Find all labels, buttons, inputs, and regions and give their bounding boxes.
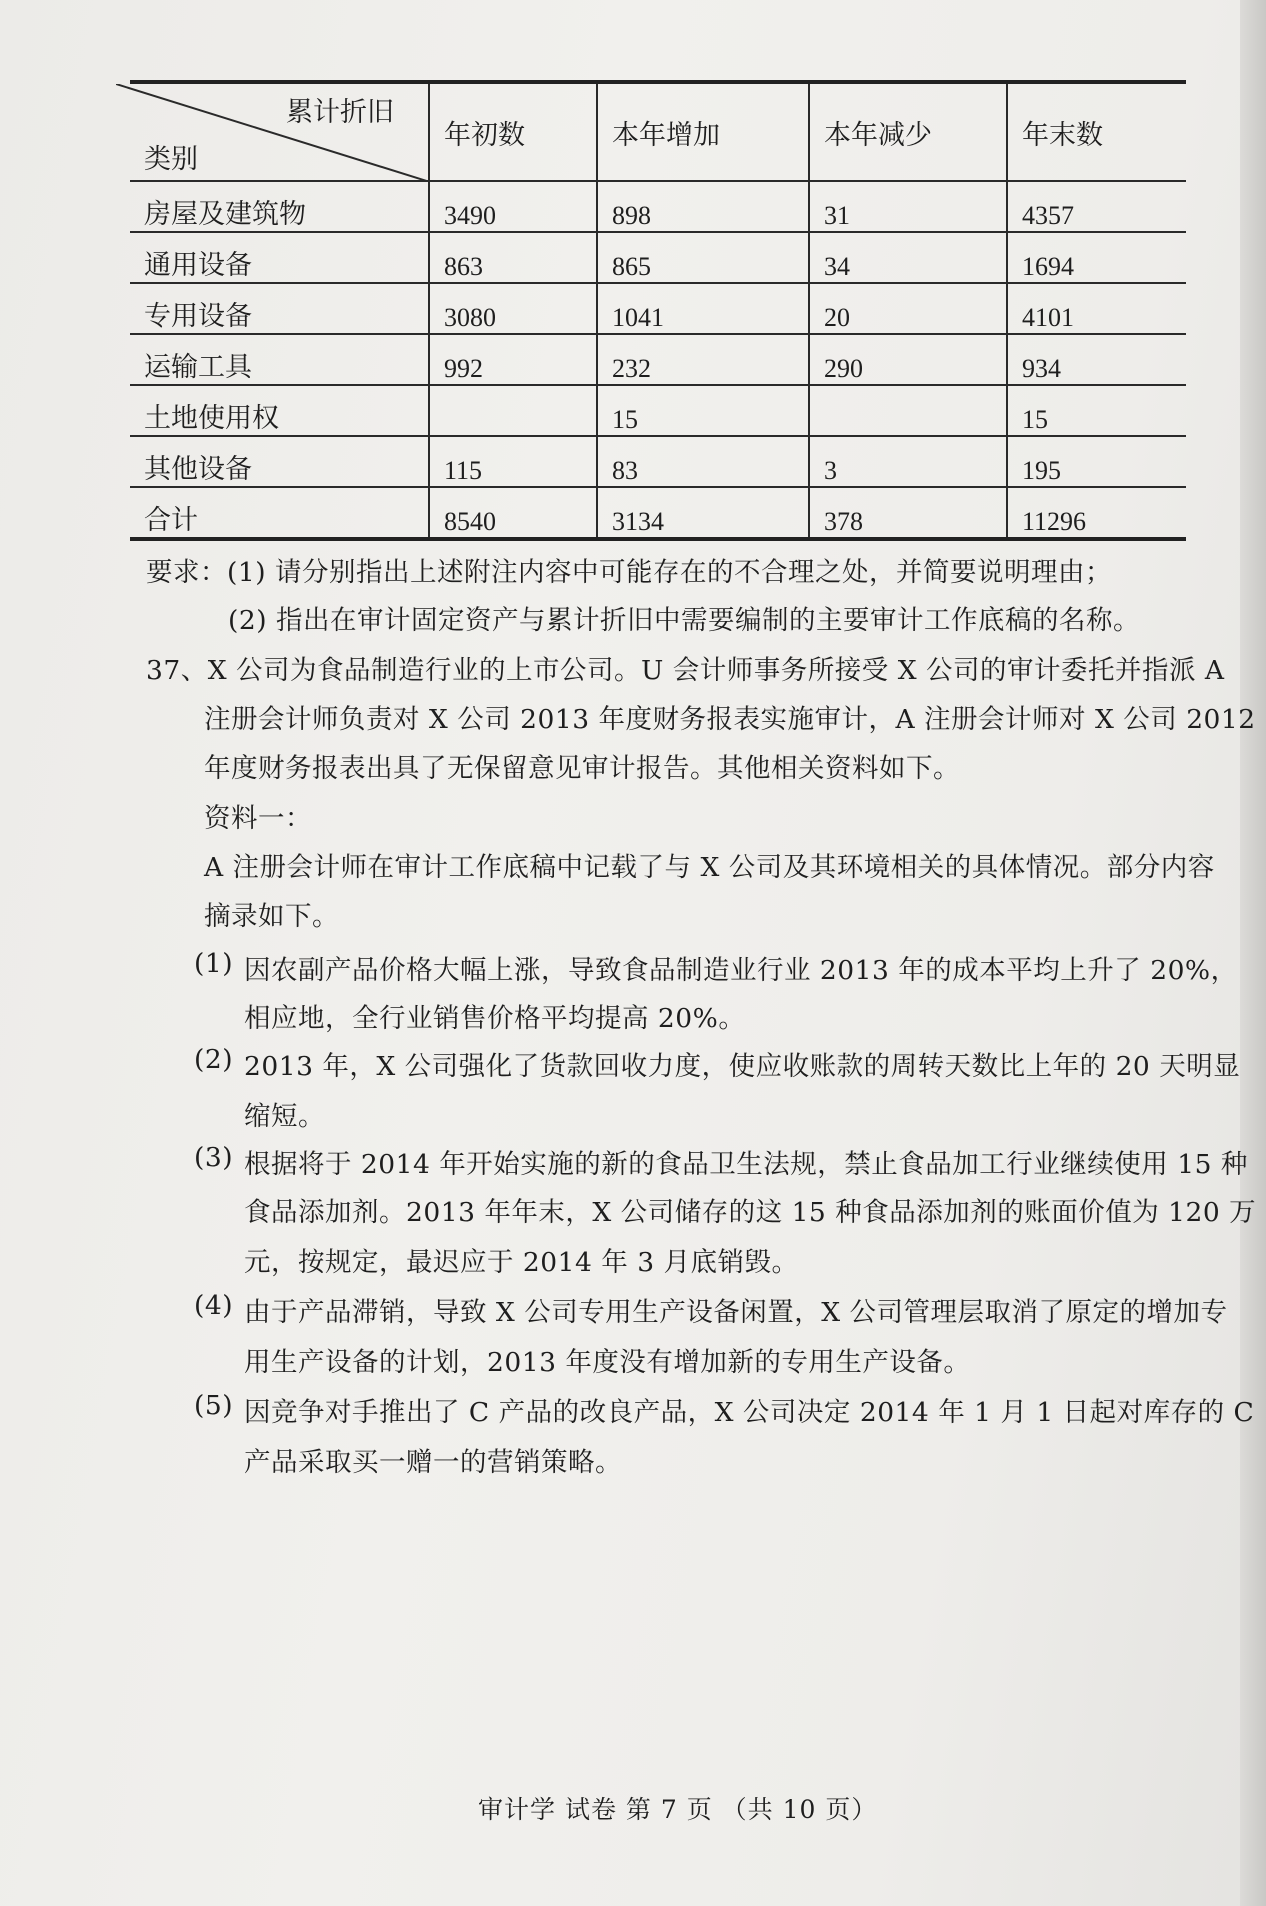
item-number: (5): [194, 1390, 234, 1421]
cell-value: 3134: [597, 487, 809, 539]
cell-value: 992: [429, 334, 597, 385]
item-number: (3): [194, 1142, 234, 1173]
item-4-line1: 由于产品滞销，导致 X 公司专用生产设备闲置，X 公司管理层取消了原定的增加专: [244, 1297, 1228, 1328]
cell-value: 934: [1007, 334, 1186, 385]
table-header-row: [130, 82, 1186, 181]
table-row: [130, 385, 1186, 436]
row-category: 土地使用权: [130, 385, 429, 436]
cell-value: 3: [809, 436, 1007, 487]
corner-top-label: 累计折旧: [286, 97, 394, 128]
question-37-line3: 年度财务报表出具了无保留意见审计报告。其他相关资料如下。: [204, 753, 960, 784]
cell-value: 83: [597, 436, 809, 487]
item-5-line2: 产品采取买一赠一的营销策略。: [244, 1447, 622, 1478]
item-4-line2: 用生产设备的计划，2013 年度没有增加新的专用生产设备。: [244, 1347, 971, 1378]
page-footer: 审计学 试卷 第 7 页 （共 10 页）: [478, 1795, 878, 1824]
cell-value: 15: [1007, 385, 1186, 436]
cell-value: 898: [597, 181, 809, 232]
cell-value: 1694: [1007, 232, 1186, 283]
row-category: 通用设备: [130, 232, 429, 283]
table-row: [130, 436, 1186, 487]
item-number: (4): [194, 1290, 234, 1321]
cell-value: 8540: [429, 487, 597, 539]
cell-value: 115: [429, 436, 597, 487]
column-header: 本年减少: [809, 82, 1007, 181]
row-category: 房屋及建筑物: [130, 181, 429, 232]
item-3-line1: 根据将于 2014 年开始实施的新的食品卫生法规，禁止食品加工行业继续使用 15 种: [244, 1149, 1248, 1180]
cell-value: 15: [597, 385, 809, 436]
cell-value: 20: [809, 283, 1007, 334]
corner-header-cell: [130, 82, 429, 181]
page-edge-shadow: [1240, 0, 1266, 1906]
row-category: 其他设备: [130, 436, 429, 487]
item-1-line2: 相应地，全行业销售价格平均提高 20%。: [244, 1003, 746, 1034]
item-3-line3: 元，按规定，最迟应于 2014 年 3 月底销毁。: [244, 1247, 799, 1278]
cell-value: 232: [597, 334, 809, 385]
item-2-line1: 2013 年，X 公司强化了货款回收力度，使应收账款的周转天数比上年的 20 天明显: [244, 1051, 1241, 1082]
column-header: 本年增加: [597, 82, 809, 181]
table-row-total: [130, 487, 1186, 539]
column-header: 年末数: [1007, 82, 1186, 181]
item-2-line2: 缩短。: [244, 1101, 325, 1132]
item-number: (1): [194, 948, 234, 979]
table-row: [130, 283, 1186, 334]
requirement-2: (2) 指出在审计固定资产与累计折旧中需要编制的主要审计工作底稿的名称。: [228, 605, 1140, 636]
cell-value: 863: [429, 232, 597, 283]
material-intro-line2: 摘录如下。: [204, 901, 339, 932]
question-37-line1: 37、X 公司为食品制造行业的上市公司。U 会计师事务所接受 X 公司的审计委托并指派 A: [146, 655, 1225, 686]
cell-value: 11296: [1007, 487, 1186, 539]
column-header: 年初数: [429, 82, 597, 181]
table-row: [130, 334, 1186, 385]
cell-value: 31: [809, 181, 1007, 232]
material-title: 资料一：: [204, 803, 312, 834]
row-category: 合计: [130, 487, 429, 539]
corner-bottom-label: 类别: [144, 144, 198, 175]
row-category: 运输工具: [130, 334, 429, 385]
cell-value: [809, 385, 1007, 436]
cell-value: 3080: [429, 283, 597, 334]
cell-value: 378: [809, 487, 1007, 539]
item-1-line1: 因农副产品价格大幅上涨，导致食品制造业行业 2013 年的成本平均上升了 20%，: [244, 955, 1238, 986]
cell-value: 290: [809, 334, 1007, 385]
requirement-1: 要求：(1) 请分别指出上述附注内容中可能存在的不合理之处，并简要说明理由；: [146, 557, 1112, 588]
cell-value: 3490: [429, 181, 597, 232]
cell-value: 4357: [1007, 181, 1186, 232]
table-row: [130, 181, 1186, 232]
row-category: 专用设备: [130, 283, 429, 334]
cell-value: 4101: [1007, 283, 1186, 334]
cell-value: 34: [809, 232, 1007, 283]
item-number: (2): [194, 1044, 234, 1075]
item-5-line1: 因竞争对手推出了 C 产品的改良产品，X 公司决定 2014 年 1 月 1 日起对库存的 C: [244, 1397, 1255, 1428]
cell-value: 1041: [597, 283, 809, 334]
depreciation-table: [130, 80, 1186, 541]
question-37-line2: 注册会计师负责对 X 公司 2013 年度财务报表实施审计，A 注册会计师对 X 公司 2012: [204, 704, 1256, 735]
table-row: [130, 232, 1186, 283]
cell-value: 865: [597, 232, 809, 283]
material-intro-line1: A 注册会计师在审计工作底稿中记载了与 X 公司及其环境相关的具体情况。部分内容: [204, 852, 1215, 883]
item-3-line2: 食品添加剂。2013 年年末，X 公司储存的这 15 种食品添加剂的账面价值为 120 万: [244, 1197, 1257, 1228]
cell-value: [429, 385, 597, 436]
cell-value: 195: [1007, 436, 1186, 487]
